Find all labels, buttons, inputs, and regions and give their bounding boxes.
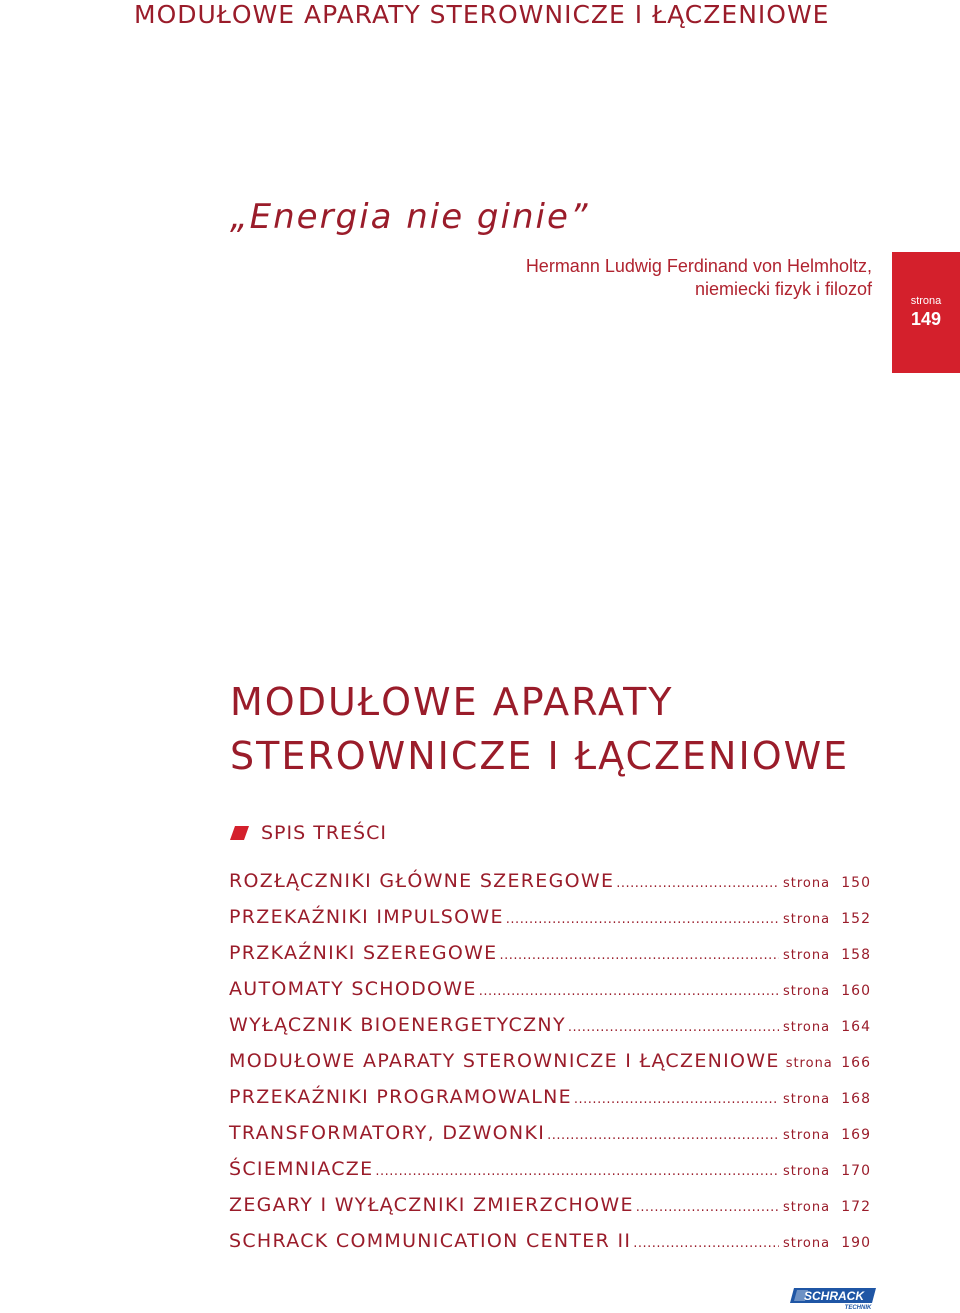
- dot-leader: [636, 1200, 779, 1215]
- toc-entry-page-number: 158: [841, 947, 871, 963]
- toc-entry-label: ROZŁĄCZNIKI GŁÓWNE SZEREGOWE: [229, 870, 615, 892]
- logo-subtext: TECHNIK: [844, 1305, 872, 1310]
- toc-entry[interactable]: [229, 978, 871, 1014]
- toc-entry-label: ŚCIEMNIACZE: [229, 1158, 374, 1180]
- dot-leader: [479, 984, 779, 999]
- toc-entry-page-word: strona: [783, 1128, 831, 1143]
- dot-leader: [616, 876, 779, 891]
- toc-entry-page-word: strona: [783, 1164, 831, 1179]
- toc-entry-page-number: 172: [841, 1199, 871, 1215]
- toc-entry-page-number: 150: [841, 875, 871, 891]
- toc-entry[interactable]: [229, 1230, 871, 1266]
- dot-leader: [568, 1020, 779, 1035]
- toc-entry-page-number: 169: [841, 1127, 871, 1143]
- toc-entry-page-word: strona: [783, 1092, 831, 1107]
- dot-leader: [375, 1164, 779, 1179]
- toc-entry[interactable]: [229, 1194, 871, 1230]
- running-header: MODUŁOWE APARATY STEROWNICZE I ŁĄCZENIOWE: [134, 0, 830, 29]
- toc-entry[interactable]: [229, 1086, 871, 1122]
- toc-entry-page-word: strona: [783, 1236, 831, 1251]
- toc-entry-page-word: strona: [785, 1056, 833, 1071]
- toc-entry-page-word: strona: [783, 948, 831, 963]
- toc-entry-page-number: 170: [841, 1163, 871, 1179]
- toc-entry-page-number: 152: [841, 911, 871, 927]
- toc-entry-page-number: 160: [841, 983, 871, 999]
- toc-entry[interactable]: [229, 1158, 871, 1194]
- toc-entry-label: ZEGARY I WYŁĄCZNIKI ZMIERZCHOWE: [229, 1194, 634, 1216]
- toc-entry-label: WYŁĄCZNIK BIOENERGETYCZNY: [229, 1014, 566, 1036]
- quote-text: „Energia nie ginie”: [230, 197, 590, 237]
- toc-entry-label: SCHRACK COMMUNICATION CENTER II: [229, 1230, 632, 1252]
- section-title-line2: STEROWNICZE I ŁĄCZENIOWE: [230, 734, 850, 778]
- toc-entry-label: PRZKAŹNIKI SZEREGOWE: [229, 942, 498, 964]
- toc-entry[interactable]: [229, 942, 871, 978]
- quote-author: [526, 255, 872, 301]
- toc-entry[interactable]: [229, 1050, 871, 1086]
- toc-entry-label: AUTOMATY SCHODOWE: [229, 978, 477, 1000]
- dot-leader: [506, 912, 779, 927]
- toc-entry-label: PRZEKAŹNIKI IMPULSOWE: [229, 906, 504, 928]
- toc-entry[interactable]: [229, 906, 871, 942]
- toc-entry-page-number: 190: [841, 1235, 871, 1251]
- dot-leader: [574, 1092, 779, 1107]
- page-tab-label: strona: [910, 295, 942, 307]
- section-title: [230, 675, 849, 783]
- schrack-logo: [788, 1286, 876, 1310]
- toc-entry-page-word: strona: [783, 1020, 831, 1035]
- toc-entry-page-number: 166: [841, 1055, 871, 1071]
- dot-leader: [500, 948, 780, 963]
- table-of-contents: [229, 870, 871, 1266]
- toc-entry-page-word: strona: [783, 984, 831, 999]
- author-description: niemiecki fizyk i filozof: [694, 279, 872, 299]
- toc-entry[interactable]: [229, 1014, 871, 1050]
- page-tab-number: 149: [910, 309, 942, 329]
- toc-entry-label: MODUŁOWE APARATY STEROWNICZE I ŁĄCZENIOWE: [229, 1050, 780, 1072]
- section-title-line1: MODUŁOWE APARATY: [230, 680, 674, 724]
- toc-entry-page-number: 168: [841, 1091, 871, 1107]
- page-number-tab: [892, 252, 960, 373]
- parallelogram-bullet-icon: [230, 826, 249, 840]
- toc-entry[interactable]: [229, 1122, 871, 1158]
- dot-leader: [633, 1236, 779, 1251]
- toc-entry-page-word: strona: [783, 876, 831, 891]
- toc-heading-label: SPIS TREŚCI: [261, 822, 387, 844]
- toc-entry-label: TRANSFORMATORY, DZWONKI: [229, 1122, 546, 1144]
- logo-wordmark: SCHRACK: [804, 1289, 864, 1303]
- dot-leader: [547, 1128, 779, 1143]
- author-name: Hermann Ludwig Ferdinand von Helmholtz,: [525, 256, 872, 276]
- toc-entry-label: PRZEKAŹNIKI PROGRAMOWALNE: [229, 1086, 572, 1108]
- toc-entry[interactable]: [229, 870, 871, 906]
- toc-heading: [230, 822, 387, 844]
- toc-entry-page-number: 164: [841, 1019, 871, 1035]
- toc-entry-page-word: strona: [783, 1200, 831, 1215]
- toc-entry-page-word: strona: [783, 912, 831, 927]
